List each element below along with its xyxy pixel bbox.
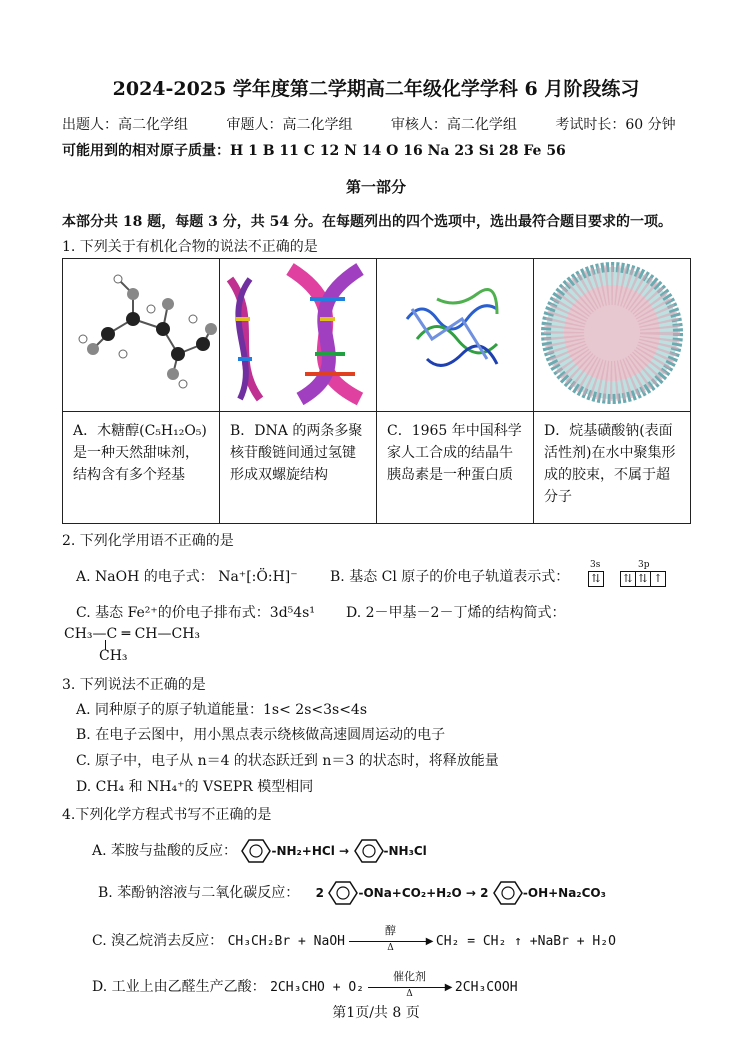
q2-option-b xyxy=(330,566,569,586)
micelle-image xyxy=(534,259,689,407)
q2-a-label: A. NaOH 的电子式： xyxy=(76,569,214,585)
q4-d-label: D. 工业上由乙醛生产乙酸： xyxy=(92,979,266,995)
xylitol-molecule-image xyxy=(63,259,218,407)
checker: 审核人：高二化学组 xyxy=(390,117,517,133)
q4-option-a xyxy=(92,838,427,864)
q4-d-condition-bottom: Δ xyxy=(406,989,413,999)
q2-stem: 2. 下列化学用语不正确的是 xyxy=(62,533,234,549)
benzene-ring-icon xyxy=(328,880,358,906)
q4-stem: 4.下列化学方程式书写不正确的是 xyxy=(62,807,272,823)
q4-d-left: 2CH₃CHO + O₂ xyxy=(270,980,365,995)
author: 出题人：高二化学组 xyxy=(62,117,188,133)
q4-option-c xyxy=(92,924,616,953)
q4-d-right: 2CH₃COOH xyxy=(454,980,518,995)
q2-b-label: B. 基态 Cl 原子的价电子轨道表示式： xyxy=(330,569,570,585)
q2-d-structure-methyl: CH₃ xyxy=(99,648,128,664)
reviewer: 审题人：高二化学组 xyxy=(226,117,353,133)
q4-c-condition-bottom: Δ xyxy=(387,943,394,953)
orbital-3s-box: ⇅ xyxy=(588,571,604,587)
q2-d-structure-main: CH₃—C ═ CH—CH₃ xyxy=(64,626,201,642)
q1-option-a: A．木糖醇(C₅H₁₂O₅)是一种天然甜味剂，结构含有多个羟基 xyxy=(63,412,220,524)
q1-option-b: B．DNA 的两条多聚核苷酸链间通过氢键形成双螺旋结构 xyxy=(220,412,377,524)
q3-option-c: C. 原子中，电子从 n＝4 的状态跃迁到 n＝3 的状态时，将释放能量 xyxy=(76,753,499,769)
orbital-3p-box: ⇅ xyxy=(620,571,636,587)
orbital-3s-label: 3s xyxy=(590,560,601,570)
q4-a-right: -NH₃Cl xyxy=(383,844,427,858)
q2-option-a xyxy=(76,566,298,586)
q4-a-left: -NH₂+HCl → xyxy=(271,844,350,858)
q2-a-formula: Na⁺[:Ö:H]⁻ xyxy=(218,569,298,585)
orbital-3p-label: 3p xyxy=(638,560,650,570)
q1-image-b xyxy=(220,259,377,412)
q3-option-b: B. 在电子云图中，用小黑点表示绕核做高速圆周运动的电子 xyxy=(76,727,446,743)
orbital-3p-boxes xyxy=(620,571,666,587)
q4-b-left: -ONa+CO₂+H₂O → 2 xyxy=(358,886,489,900)
duration: 考试时长：60 分钟 xyxy=(555,117,676,133)
q1-option-c: C．1965 年中国科学家人工合成的结晶牛胰岛素是一种蛋白质 xyxy=(377,412,534,524)
q1-table xyxy=(62,258,691,524)
q4-b-right: -OH+Na₂CO₃ xyxy=(522,886,606,900)
q4-a-label: A. 苯胺与盐酸的反应： xyxy=(92,843,238,859)
exam-meta xyxy=(62,114,710,134)
q2-option-c: C. 基态 Fe²⁺的价电子排布式：3d⁵4s¹ xyxy=(76,605,315,621)
q1-image-d xyxy=(534,259,691,412)
q3-stem: 3. 下列说法不正确的是 xyxy=(62,677,206,693)
part-heading: 第一部分 xyxy=(345,178,406,196)
q4-option-d xyxy=(92,970,518,999)
q1-image-a xyxy=(63,259,220,412)
page-footer: 第1页/共 8 页 xyxy=(332,1005,420,1021)
q4-c-label: C. 溴乙烷消去反应： xyxy=(92,933,224,949)
benzene-ring-icon xyxy=(493,880,523,906)
q4-option-b xyxy=(98,880,606,906)
q2-option-d: D. 2－甲基－2－丁烯的结构简式： xyxy=(346,605,566,621)
insulin-protein-image xyxy=(377,259,532,407)
instructions: 本部分共 18 题，每题 3 分，共 54 分。在每题列出的四个选项中，选出最符合题目要求的一项。 xyxy=(62,214,672,230)
q4-c-left: CH₃CH₂Br + NaOH xyxy=(227,934,345,949)
q4-c-right: CH₂ = CH₂ ↑ +NaBr + H₂O xyxy=(435,934,616,949)
q3-option-a: A. 同种原子的原子轨道能量：1s< 2s<3s<4s xyxy=(76,702,368,718)
atomic-masses: 可能用到的相对原子质量：H 1 B 11 C 12 N 14 O 16 Na 23 Si 28 Fe 56 xyxy=(62,143,566,159)
reaction-arrow-icon: 醇 ▶ Δ xyxy=(349,934,431,948)
q1-option-d: D．烷基磺酸钠(表面活性剂)在水中聚集形成的胶束，不属于超分子 xyxy=(534,412,691,524)
q4-b-label: B. 苯酚钠溶液与二氧化碳反应： xyxy=(98,885,300,901)
q1-image-c xyxy=(377,259,534,412)
reaction-arrow-icon: 催化剂 ▶ Δ xyxy=(368,980,450,994)
benzene-ring-icon xyxy=(354,838,384,864)
q1-stem: 1. 下列关于有机化合物的说法不正确的是 xyxy=(62,239,318,255)
benzene-ring-icon xyxy=(241,838,271,864)
q4-b-coef: 2 xyxy=(315,886,325,900)
orbital-3p-box: ↑ xyxy=(651,571,666,587)
q4-d-condition-top: 催化剂 xyxy=(392,970,426,983)
dna-helix-image xyxy=(220,259,375,407)
q4-c-condition-top: 醇 xyxy=(384,924,396,937)
page-title: 2024-2025 学年度第二学期高二年级化学学科 6 月阶段练习 xyxy=(112,78,640,100)
orbital-3p-box: ⇅ xyxy=(636,571,651,587)
q3-option-d: D. CH₄ 和 NH₄⁺的 VSEPR 模型相同 xyxy=(76,779,314,795)
